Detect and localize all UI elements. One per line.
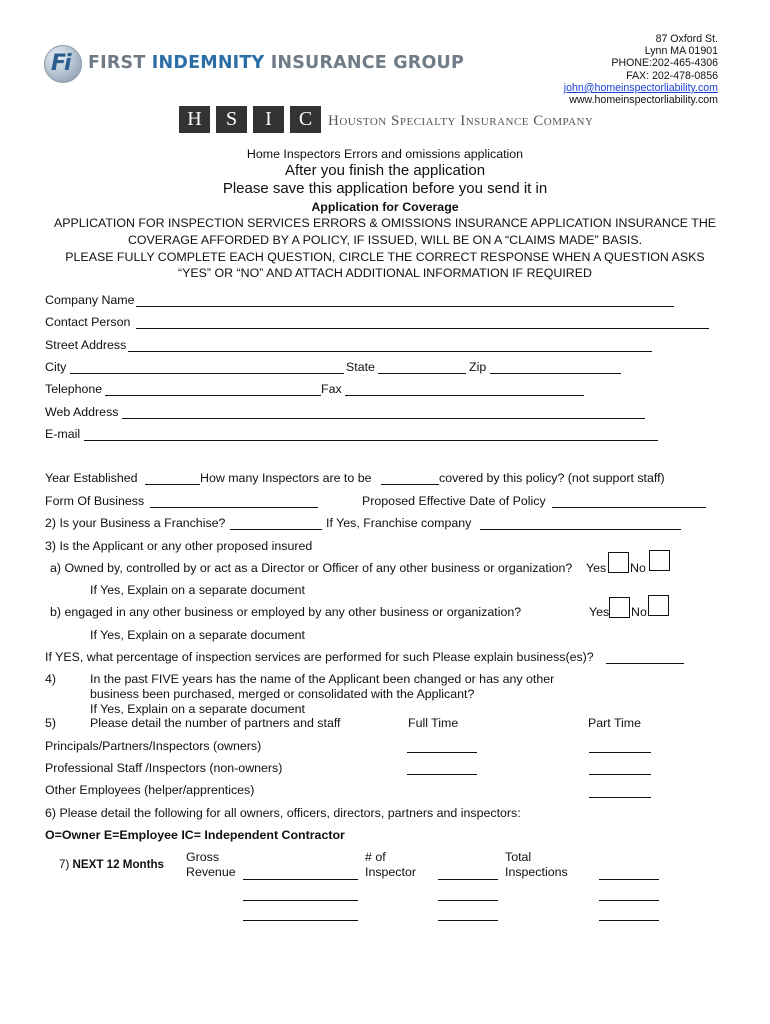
- proposed-date-field[interactable]: [552, 507, 706, 508]
- professional-full-time-field[interactable]: [407, 774, 477, 775]
- intro-paragraph-1-line1: APPLICATION FOR INSPECTION SERVICES ERRORS & OMISSIONS INSURANCE APPLICATION INSURANCE THE: [53, 216, 717, 230]
- principals-part-time-field[interactable]: [589, 752, 651, 753]
- inspectors-count-label: How many Inspectors are to be: [200, 471, 372, 485]
- question-3b: b) engaged in any other business or employed by any other business or organization?: [50, 605, 522, 619]
- coverage-heading: Application for Coverage: [311, 200, 459, 214]
- website-text: www.homeinspectorliability.com: [569, 94, 718, 107]
- first-indemnity-name: FIRST INDEMNITY INSURANCE GROUP: [88, 53, 464, 73]
- telephone-field[interactable]: [105, 395, 321, 396]
- total-inspections-field-3[interactable]: [599, 920, 659, 921]
- street-address-label: Street Address: [45, 338, 127, 352]
- fax-field[interactable]: [345, 395, 584, 396]
- first-indemnity-logo-icon: Fi: [44, 45, 82, 83]
- email-link[interactable]: john@homeinspectorliability.com: [563, 81, 718, 94]
- inspector-count-field-3[interactable]: [438, 920, 498, 921]
- fax-label: Fax: [321, 382, 342, 396]
- state-field[interactable]: [378, 373, 466, 374]
- form-subtitle: Home Inspectors Errors and omissions application: [246, 147, 524, 161]
- q3b-yes-checkbox[interactable]: [609, 597, 630, 618]
- hsic-logo-h: H: [179, 106, 210, 133]
- hsic-logo-s: S: [216, 106, 247, 133]
- gross-revenue-field-2[interactable]: [243, 900, 358, 901]
- street-address-field[interactable]: [128, 351, 652, 352]
- q3a-no-checkbox[interactable]: [649, 550, 670, 571]
- hsic-logo-c: C: [290, 106, 321, 133]
- principals-label: Principals/Partners/Inspectors (owners): [45, 739, 262, 753]
- q3b-no-checkbox[interactable]: [648, 595, 669, 616]
- year-established-field[interactable]: [145, 484, 200, 485]
- revenue-label: Revenue: [186, 865, 236, 879]
- save-note-line1: After you finish the application: [284, 162, 486, 179]
- zip-field[interactable]: [490, 373, 621, 374]
- franchise-answer-field[interactable]: [230, 529, 322, 530]
- intro-paragraph-1-line2: COVERAGE AFFORDED BY A POLICY, IF ISSUED, WILL BE ON A “CLAIMS MADE” BASIS.: [127, 233, 643, 247]
- franchise-company-field[interactable]: [480, 529, 681, 530]
- city-field[interactable]: [70, 373, 344, 374]
- year-established-label: Year Established: [45, 471, 138, 485]
- inspectors-count-field[interactable]: [381, 484, 439, 485]
- web-address-field[interactable]: [122, 418, 645, 419]
- professional-part-time-field[interactable]: [589, 774, 651, 775]
- question-7: 7) NEXT 12 Months: [59, 858, 165, 871]
- q3a-explain-note: If Yes, Explain on a separate document: [90, 583, 305, 597]
- question-4-line2: business been purchased, merged or consolidated with the Applicant?: [90, 687, 475, 701]
- inspector-count-field-2[interactable]: [438, 900, 498, 901]
- percentage-question: If YES, what percentage of inspection services are performed for such Please explain business(es)?: [45, 650, 594, 664]
- hsic-logo-i: I: [253, 106, 284, 133]
- other-employees-label: Other Employees (helper/apprentices): [45, 783, 255, 797]
- email-label: E-mail: [45, 427, 81, 441]
- company-name-field[interactable]: [136, 306, 674, 307]
- question-6: 6) Please detail the following for all owners, officers, directors, partners and inspectors:: [45, 806, 521, 820]
- question-3a: a) Owned by, controlled by or act as a Director or Officer of any other business or organization?: [50, 561, 573, 575]
- q3b-no-label: No: [631, 605, 647, 619]
- zip-label: Zip: [469, 360, 487, 374]
- contact-person-field[interactable]: [136, 328, 709, 329]
- principals-full-time-field[interactable]: [407, 752, 477, 753]
- question-4-line3: If Yes, Explain on a separate document: [90, 702, 305, 716]
- intro-paragraph-2-line1: PLEASE FULLY COMPLETE EACH QUESTION, CIRCLE THE CORRECT RESPONSE WHEN A QUESTION ASKS: [65, 250, 705, 264]
- part-time-header: Part Time: [588, 716, 642, 730]
- franchise-company-label: If Yes, Franchise company: [326, 516, 472, 530]
- percentage-field[interactable]: [606, 663, 684, 664]
- inspections-label: Inspections: [505, 865, 568, 879]
- full-time-header: Full Time: [408, 716, 459, 730]
- company-address: 87 Oxford St. Lynn MA 01901 PHONE:202-465-4306 FAX: 202-478-0856 john@homeinspectorliability.com www.homeinspectorliability.com: [563, 33, 718, 107]
- franchise-question: 2) Is your Business a Franchise?: [45, 516, 226, 530]
- contact-person-label: Contact Person: [45, 315, 131, 329]
- web-address-label: Web Address: [45, 405, 119, 419]
- covered-label: covered by this policy? (not support staff): [439, 471, 665, 485]
- question-5: Please detail the number of partners and staff: [90, 716, 341, 730]
- number-of-label: # of: [365, 850, 386, 864]
- form-of-business-label: Form Of Business: [45, 494, 145, 508]
- email-field[interactable]: [84, 440, 658, 441]
- total-inspections-field-2[interactable]: [599, 900, 659, 901]
- hsic-company-name: Houston Specialty Insurance Company: [328, 113, 594, 129]
- question-5-number: 5): [45, 716, 57, 730]
- company-name-label: Company Name: [45, 293, 135, 307]
- total-inspections-field-1[interactable]: [599, 879, 659, 880]
- other-employees-part-time-field[interactable]: [589, 797, 651, 798]
- state-label: State: [346, 360, 375, 374]
- q3b-yes-label: Yes: [589, 605, 610, 619]
- save-note-line2: Please save this application before you send it in: [222, 180, 548, 197]
- gross-label: Gross: [186, 850, 220, 864]
- intro-paragraph-2-line2: “YES” OR “NO” AND ATTACH ADDITIONAL INFORMATION IF REQUIRED: [178, 266, 592, 280]
- q3a-yes-checkbox[interactable]: [608, 552, 629, 573]
- role-legend: O=Owner E=Employee IC= Independent Contractor: [45, 828, 345, 842]
- gross-revenue-field-1[interactable]: [243, 879, 358, 880]
- professional-staff-label: Professional Staff /Inspectors (non-owners): [45, 761, 283, 775]
- city-label: City: [45, 360, 67, 374]
- q3a-yes-label: Yes: [586, 561, 607, 575]
- form-of-business-field[interactable]: [150, 507, 318, 508]
- question-4-line1: In the past FIVE years has the name of the Applicant been changed or has any other: [90, 672, 555, 686]
- q3b-explain-note: If Yes, Explain on a separate document: [90, 628, 305, 642]
- question-4-number: 4): [45, 672, 57, 686]
- q3a-no-label: No: [630, 561, 646, 575]
- inspector-label: Inspector: [365, 865, 416, 879]
- proposed-date-label: Proposed Effective Date of Policy: [362, 494, 546, 508]
- total-label: Total: [505, 850, 532, 864]
- question-3: 3) Is the Applicant or any other proposed insured: [45, 539, 313, 553]
- gross-revenue-field-3[interactable]: [243, 920, 358, 921]
- inspector-count-field-1[interactable]: [438, 879, 498, 880]
- telephone-label: Telephone: [45, 382, 103, 396]
